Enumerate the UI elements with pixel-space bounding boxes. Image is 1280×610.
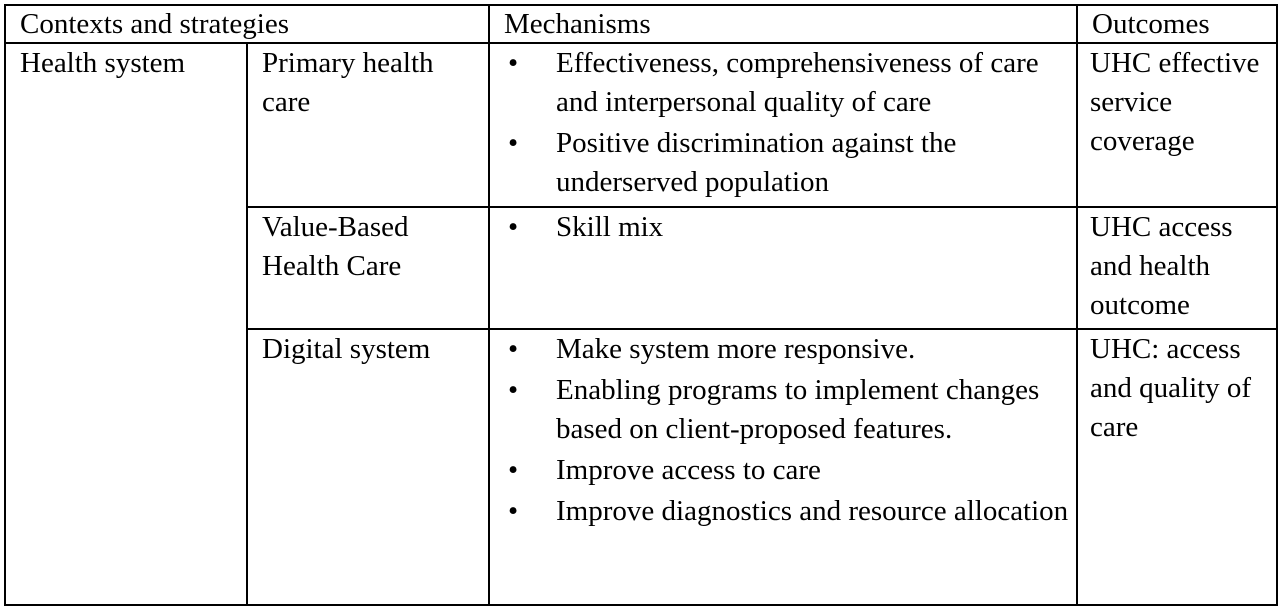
mechanisms-cell	[489, 329, 1077, 605]
list-item	[502, 208, 1070, 247]
bullet-icon: •	[508, 374, 519, 407]
outcome-cell: UHC access and health outcome	[1077, 207, 1277, 329]
mechanisms-table-container	[4, 4, 1276, 606]
outcome-cell: UHC effective service coverage	[1077, 43, 1277, 207]
bullet-icon: •	[508, 333, 519, 366]
list-item	[502, 330, 1070, 369]
bullet-icon: •	[508, 127, 519, 159]
header-contexts-strategies: Contexts and strategies	[5, 5, 489, 43]
header-outcomes: Outcomes	[1077, 5, 1277, 43]
outcome-cell: UHC: access and quality of care	[1077, 329, 1277, 605]
strategy-cell: Value-Based Health Care	[247, 207, 489, 329]
mechanism-text: Improve access to care	[556, 454, 821, 487]
bullet-icon: •	[508, 454, 519, 487]
bullet-icon: •	[508, 211, 519, 244]
mechanism-text: Positive discrimination against the underserved population	[556, 127, 957, 198]
mechanism-text: Effectiveness, comprehensiveness of care and interpersonal quality of care	[556, 47, 1039, 118]
list-item	[502, 451, 1070, 490]
mechanism-text: Make system more responsive.	[556, 333, 916, 366]
mechanism-text: Improve diagnostics and resource allocation	[556, 495, 1069, 528]
bullet-icon: •	[508, 47, 519, 79]
header-mechanisms: Mechanisms	[489, 5, 1077, 43]
mechanisms-cell	[489, 43, 1077, 207]
list-item	[502, 492, 1070, 531]
list-item	[502, 44, 1070, 122]
mechanism-text: Skill mix	[556, 211, 664, 244]
strategy-cell: Primary health care	[247, 43, 489, 207]
list-item	[502, 124, 1070, 202]
strategy-cell: Digital system	[247, 329, 489, 605]
mechanism-text: Enabling programs to implement changes based on client-proposed features.	[556, 374, 1040, 446]
mechanisms-list	[502, 44, 1070, 202]
bullet-icon: •	[508, 495, 519, 528]
mechanisms-table	[4, 4, 1278, 606]
table-row	[5, 43, 1277, 207]
list-item	[502, 371, 1070, 449]
mechanisms-cell	[489, 207, 1077, 329]
mechanisms-list	[502, 208, 1070, 247]
context-cell: Health system	[5, 43, 247, 605]
header-row	[5, 5, 1277, 43]
mechanisms-list	[502, 330, 1070, 531]
